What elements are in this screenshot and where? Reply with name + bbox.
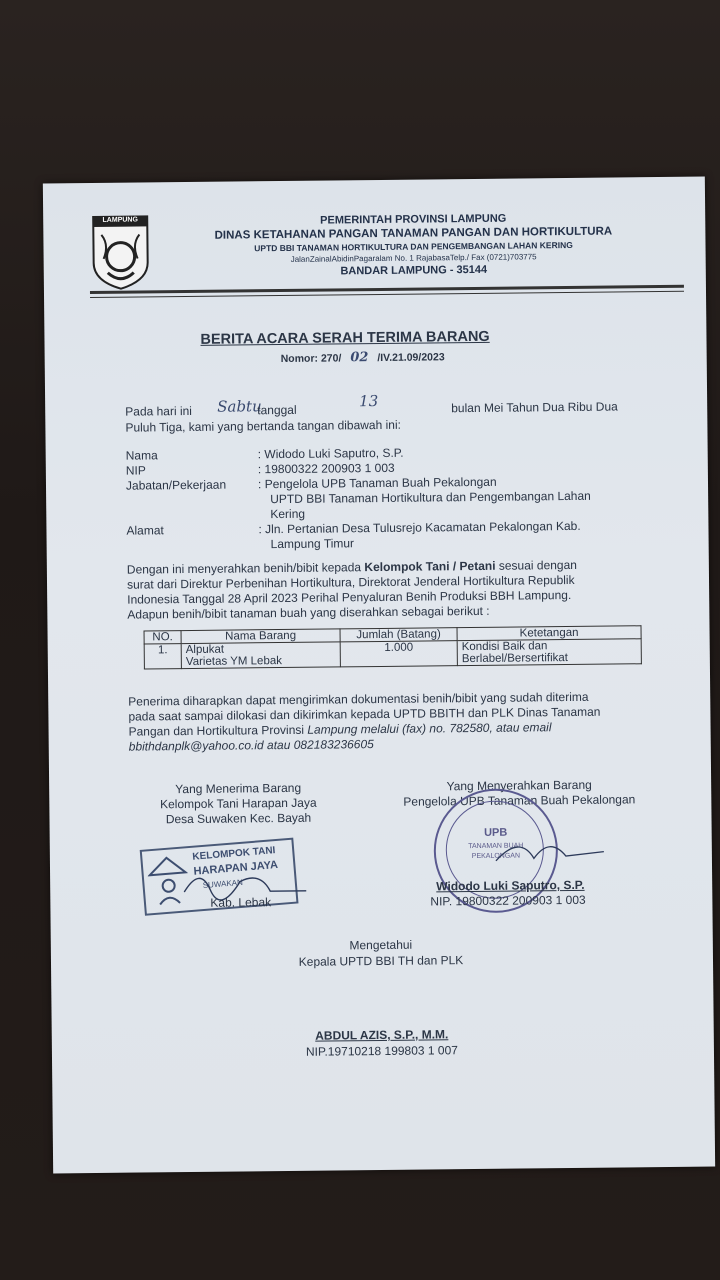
table-header-keterangan: Ketetangan <box>457 626 641 641</box>
nama-value: : Widodo Luki Saputro, S.P. <box>257 445 404 462</box>
stamp-right-line-2: TANAMAN BUAH <box>468 842 524 851</box>
jabatan-value-3: Kering <box>270 506 306 522</box>
body-line-3: Indonesia Tanggal 28 April 2023 Perihal Penyaluran Benih Produksi BBH Lampung. <box>127 587 572 607</box>
stamp-left-line-3: SUWAKAN <box>202 877 244 891</box>
stamp-left-line-1: KELOMPOK TANI <box>192 845 276 863</box>
table-header-nama: Nama Barang <box>181 629 340 644</box>
row-keterangan <box>457 639 641 666</box>
jabatan-label: Jabatan/Pekerjaan <box>125 477 227 493</box>
body-line-1a: Dengan ini menyerahkan benih/bibit kepada <box>126 560 365 577</box>
closing-line-1: Penerima diharapkan dapat mengirimkan dokumentasi benih/bibit yang sudah diterima <box>128 689 589 709</box>
alamat-value-1: : Jln. Pertanian Desa Tulusrejo Kacamatan Pekalongan Kab. <box>258 518 581 537</box>
left-sign-kab: Kab. Lebak <box>210 895 272 910</box>
closing-line-3a: Pangan dan Hortikultura Provinsi <box>128 722 308 739</box>
stamp-right-line-3: PEKALONGAN <box>471 852 521 861</box>
row-no: 1. <box>144 644 181 669</box>
jabatan-value-2: UPTD BBI Tanaman Hortikultura dan Pengembangan Lahan <box>270 488 591 507</box>
document-title: BERITA ACARA SERAH TERIMA BARANG <box>200 328 490 348</box>
header-line-4: JalanZainalAbidinPagaralam No. 1 RajabasaTelp./ Fax (0721)703775 <box>290 252 537 264</box>
center-sign-nip: NIP.19710218 199803 1 007 <box>305 1043 458 1059</box>
header-line-2: DINAS KETAHANAN PANGAN TANAMAN PANGAN DAN HORTIKULTURA <box>214 225 613 242</box>
document-page <box>43 177 715 1174</box>
center-sign-line-1: Mengetahui <box>349 937 413 953</box>
nama-label: Nama <box>125 448 158 463</box>
center-sign-line-2: Kepala UPTD BBI TH dan PLK <box>298 953 464 969</box>
intro-line-1a: Pada hari ini <box>125 403 193 419</box>
day-handwritten: Sabtu <box>217 397 262 416</box>
intro-line-1c: bulan Mei Tahun Dua Ribu Dua <box>451 399 618 416</box>
table-header-no: NO. <box>144 631 181 644</box>
table-row <box>144 639 641 669</box>
closing-line-3b: Lampung melalui (fax) no. 782580, atau email <box>307 720 552 737</box>
stamp-left-line-2: HARAPAN JAYA <box>193 858 279 878</box>
alamat-label: Alamat <box>126 523 164 538</box>
row-jumlah: 1.000 <box>340 641 457 667</box>
left-sign-line-2: Kelompok Tani Harapan Jaya <box>159 795 317 812</box>
closing-line-4: bbithdanplk@yahoo.co.id atau 082183236605 <box>128 737 374 754</box>
left-sign-line-3: Desa Suwaken Kec. Bayah <box>165 810 312 827</box>
nomor-handwritten: 02 <box>350 350 369 366</box>
intro-line-1b: tanggal <box>257 402 297 418</box>
document-number <box>281 349 445 366</box>
lampung-emblem-logo <box>91 214 150 291</box>
jabatan-value-1: : Pengelola UPB Tanaman Buah Pekalongan <box>257 474 497 492</box>
body-line-2: surat dari Direktur Perbenihan Hortikultura, Direktorat Jenderal Hortikultura Republik <box>126 572 575 592</box>
nomor-suffix: /IV.21.09/2023 <box>377 351 445 365</box>
stamp-right-line-1: UPB <box>483 826 508 839</box>
right-sign-line-1: Yang Menyerahkan Barang <box>446 777 592 794</box>
body-line-1c: sesuai dengan <box>495 557 577 573</box>
row-ket-1: Kondisi Baik dan <box>461 640 548 654</box>
right-sign-nip: NIP. 19800322 200903 1 003 <box>430 892 586 909</box>
right-sign-name: Widodo Luki Saputro, S.P. <box>436 877 585 894</box>
items-table <box>144 625 642 669</box>
right-sign-line-2: Pengelola UPB Tanaman Buah Pekalongan <box>403 792 636 809</box>
nip-value: : 19800322 200903 1 003 <box>257 460 395 477</box>
nomor-label: Nomor: 270/ <box>280 352 342 366</box>
left-sign-line-1: Yang Menerima Barang <box>175 780 302 797</box>
row-nama-1: Alpukat <box>185 643 225 657</box>
right-handwritten-signature <box>490 828 610 869</box>
closing-line-2: pada saat sampai dilokasi dan dikirimkan kepada UPTD BBITH dan PLK Dinas Tanaman <box>128 704 601 724</box>
row-nama <box>181 642 340 669</box>
header-line-3: UPTD BBI TANAMAN HORTIKULTURA DAN PENGEMBANGAN LAHAN KERING <box>254 239 573 254</box>
header-line-5: BANDAR LAMPUNG - 35144 <box>340 263 488 278</box>
alamat-value-2: Lampung Timur <box>270 536 355 552</box>
row-ket-2: Berlabel/Bersertifikat <box>461 652 569 666</box>
body-line-4: Adapun benih/bibit tanaman buah yang diserahkan sebagai berikut : <box>127 603 490 622</box>
logo-text: LAMPUNG <box>102 216 138 224</box>
table-header-jumlah: Jumlah (Batang) <box>340 628 457 642</box>
intro-line-2: Puluh Tiga, kami yang bertanda tangan dibawah ini: <box>125 417 401 435</box>
body-line-1b-bold: Kelompok Tani / Petani <box>364 558 496 575</box>
date-handwritten: 13 <box>359 391 379 411</box>
header-line-1: PEMERINTAH PROVINSI LAMPUNG <box>320 212 507 227</box>
row-nama-2: Varietas YM Lebak <box>185 655 283 669</box>
center-sign-name: ABDUL AZIS, S.P., M.M. <box>315 1027 449 1043</box>
nip-label: NIP <box>125 463 146 478</box>
